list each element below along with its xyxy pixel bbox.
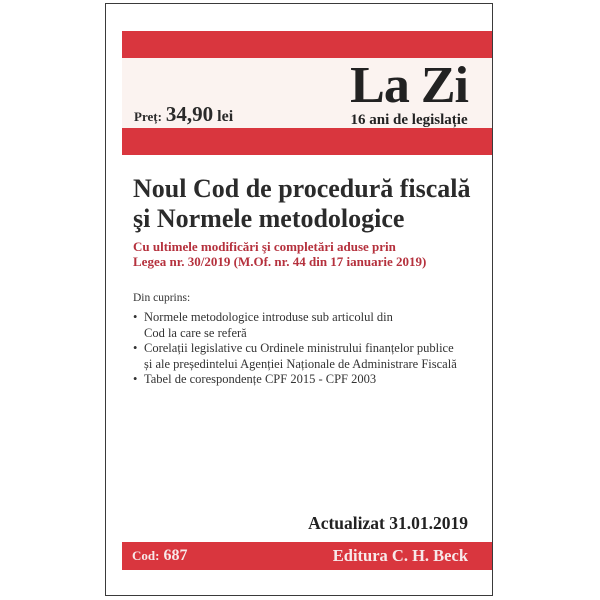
- title-line-1: Noul Cod de procedură fiscală: [133, 174, 471, 203]
- price: [134, 102, 233, 127]
- price-value: 34,90: [165, 102, 214, 126]
- title-line-2: şi Normele metodologice: [133, 204, 405, 233]
- price-unit: lei: [217, 108, 234, 125]
- product-code: [132, 547, 187, 565]
- series-tagline: 16 ani de legislație: [350, 112, 468, 128]
- price-label: Preț:: [134, 109, 162, 124]
- bullet-icon: •: [133, 310, 138, 324]
- list-item: • Corelații legislative cu Ordinele ministrului finanțelor publice și ale președintelui Agenției Naționale de Administrare Fiscală: [133, 341, 457, 371]
- book-subtitle: [133, 239, 493, 269]
- series-logo: [350, 57, 468, 128]
- series-name: La Zi: [350, 57, 468, 114]
- code-label: Cod:: [132, 548, 160, 563]
- bullet-icon: •: [133, 341, 138, 355]
- list-item: • Tabel de corespondențe CPF 2015 - CPF 2003: [133, 372, 377, 386]
- list-item: • Normele metodologice introduse sub articolul din Cod la care se referă: [133, 310, 393, 340]
- book-title: [133, 174, 493, 234]
- contents-list: [133, 310, 493, 388]
- bullet-icon: •: [133, 372, 138, 386]
- subtitle-line-2: Legea nr. 30/2019 (M.Of. nr. 44 din 17 ianuarie 2019): [133, 254, 427, 269]
- code-value: 687: [163, 547, 188, 564]
- top-red-band: [122, 31, 492, 58]
- bottom-red-band: [122, 542, 492, 570]
- updated-date: Actualizat 31.01.2019: [308, 513, 468, 533]
- header-band: [122, 58, 492, 128]
- book-cover: [105, 3, 493, 596]
- subtitle-line-1: Cu ultimele modificări şi completări aduse prin: [133, 239, 396, 254]
- middle-red-band: [122, 128, 492, 155]
- contents-label: Din cuprins:: [133, 292, 191, 304]
- publisher: Editura C. H. Beck: [332, 546, 468, 565]
